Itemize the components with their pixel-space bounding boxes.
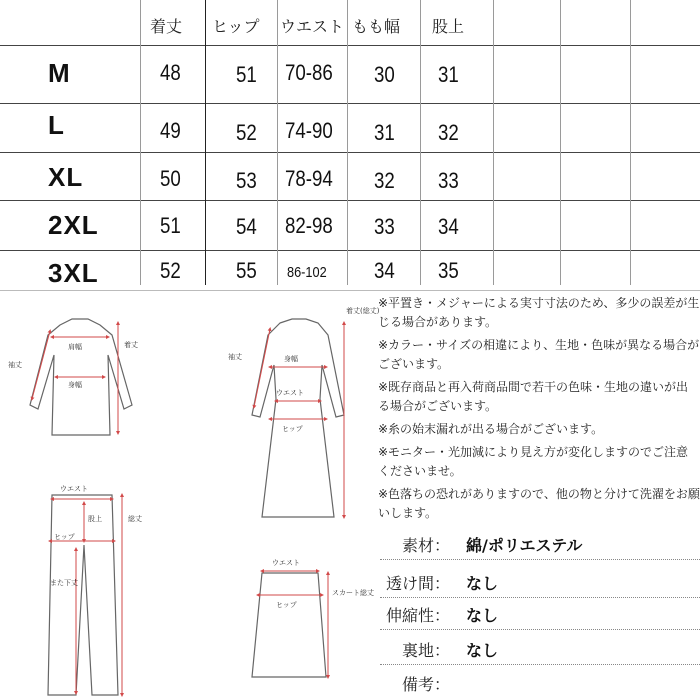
diagram-label: ウエスト: [60, 485, 88, 493]
table-cell: 35: [438, 258, 459, 283]
table-cell: 31: [438, 62, 459, 87]
spec-label: 裏地：: [402, 641, 451, 660]
table-cell: 49: [160, 118, 181, 143]
table-cell: 50: [160, 166, 181, 191]
spec-label: 素材：: [402, 536, 451, 555]
spec-label: 伸縮性：: [386, 606, 451, 625]
table-cell: 82-98: [285, 213, 333, 238]
diagram-label: 着丈: [124, 341, 138, 349]
header-waist: ウエスト: [280, 17, 345, 36]
table-cell: 32: [438, 120, 459, 145]
table-divider: [0, 200, 700, 201]
diagram-label: 総丈: [128, 515, 142, 523]
diagram-label: ヒップ: [54, 533, 75, 541]
diagram-label: スカート総丈: [332, 589, 374, 597]
table-divider: [420, 0, 421, 285]
table-cell: 86-102: [287, 264, 327, 281]
size-label-l: L: [48, 110, 65, 140]
dress-diagram: [228, 306, 380, 517]
spec-value: なし: [466, 641, 499, 660]
header-length: 着丈: [150, 17, 183, 36]
diagram-label: 身幅: [68, 381, 82, 389]
table-cell: 33: [438, 168, 459, 193]
skirt-diagram: [252, 559, 374, 677]
diagram-label: ウエスト: [272, 559, 300, 567]
size-label-3xl: 3XL: [48, 258, 99, 288]
diagram-label: 着丈(総丈): [346, 307, 380, 315]
spec-sheerness: [380, 565, 700, 598]
diagram-label: ヒップ: [282, 425, 303, 433]
table-divider: [277, 0, 278, 285]
diagram-label: 袖丈: [228, 353, 242, 361]
note-item: ※色落ちの恐れがありますので、他の物と分けて洗濯をお願いします。: [378, 487, 700, 520]
header-rise: 股上: [432, 17, 465, 36]
table-divider: [0, 103, 700, 104]
diagram-label: 袖丈: [8, 361, 22, 369]
spec-label: 備考：: [402, 675, 451, 694]
table-divider: [140, 0, 141, 285]
table-divider: [0, 250, 700, 251]
table-cell: 51: [236, 62, 257, 87]
note-item: ※糸の始末漏れが出る場合がございます。: [378, 422, 604, 436]
table-cell: 33: [374, 214, 395, 239]
table-divider: [493, 0, 494, 285]
size-label-m: M: [48, 58, 71, 88]
table-divider: [0, 290, 700, 291]
diagram-label: 身幅: [284, 355, 298, 363]
note-item: ※平置き・メジャーによる実寸寸法のため、多少の誤差が生じる場合があります。: [378, 296, 700, 329]
care-notes: [378, 294, 700, 527]
table-cell: 48: [160, 60, 181, 85]
table-cell: 34: [374, 258, 395, 283]
note-item: ※既存商品と再入荷商品間で若干の色味・生地の違いが出る場合がございます。: [378, 380, 689, 413]
table-cell: 52: [236, 120, 257, 145]
table-divider: [630, 0, 631, 285]
top-diagram: [8, 319, 138, 435]
table-divider: [560, 0, 561, 285]
table-divider: [0, 45, 700, 46]
spec-lining: [380, 632, 700, 665]
spec-stretch: [380, 597, 700, 630]
table-cell: 78-94: [285, 166, 333, 191]
table-cell: 70-86: [285, 60, 333, 85]
diagram-label: また下丈: [50, 579, 78, 587]
pants-diagram: [48, 485, 142, 695]
spec-value: なし: [466, 606, 499, 625]
table-cell: 51: [160, 213, 181, 238]
table-cell: 31: [374, 120, 395, 145]
header-hip: ヒップ: [212, 17, 260, 36]
note-item: ※モニター・光加減により見え方が変化しますのでご注意くださいませ。: [378, 445, 689, 478]
table-divider: [347, 0, 348, 285]
diagram-label: 肩幅: [68, 343, 82, 351]
spec-label: 透け間：: [386, 574, 451, 593]
table-cell: 52: [160, 258, 181, 283]
diagram-label: 股上: [88, 515, 102, 523]
spec-remarks: [380, 666, 700, 699]
size-table: [0, 0, 700, 295]
table-divider: [0, 152, 700, 153]
spec-value: なし: [466, 574, 499, 593]
table-cell: 74-90: [285, 118, 333, 143]
measurement-diagrams: [0, 295, 380, 700]
header-thigh: もも幅: [352, 17, 401, 36]
diagram-label: ヒップ: [276, 601, 297, 609]
table-divider: [205, 0, 206, 285]
diagram-label: ウエスト: [276, 389, 304, 397]
table-cell: 34: [438, 214, 459, 239]
spec-material: [380, 527, 700, 560]
note-item: ※カラー・サイズの相違により、生地・色味が異なる場合がございます。: [378, 338, 700, 371]
spec-value: 綿/ポリエステル: [466, 536, 583, 555]
table-cell: 55: [236, 258, 257, 283]
table-cell: 32: [374, 168, 395, 193]
table-cell: 53: [236, 168, 257, 193]
table-cell: 30: [374, 62, 395, 87]
table-cell: 54: [236, 214, 257, 239]
size-label-xl: XL: [48, 162, 84, 192]
size-label-2xl: 2XL: [48, 210, 99, 240]
